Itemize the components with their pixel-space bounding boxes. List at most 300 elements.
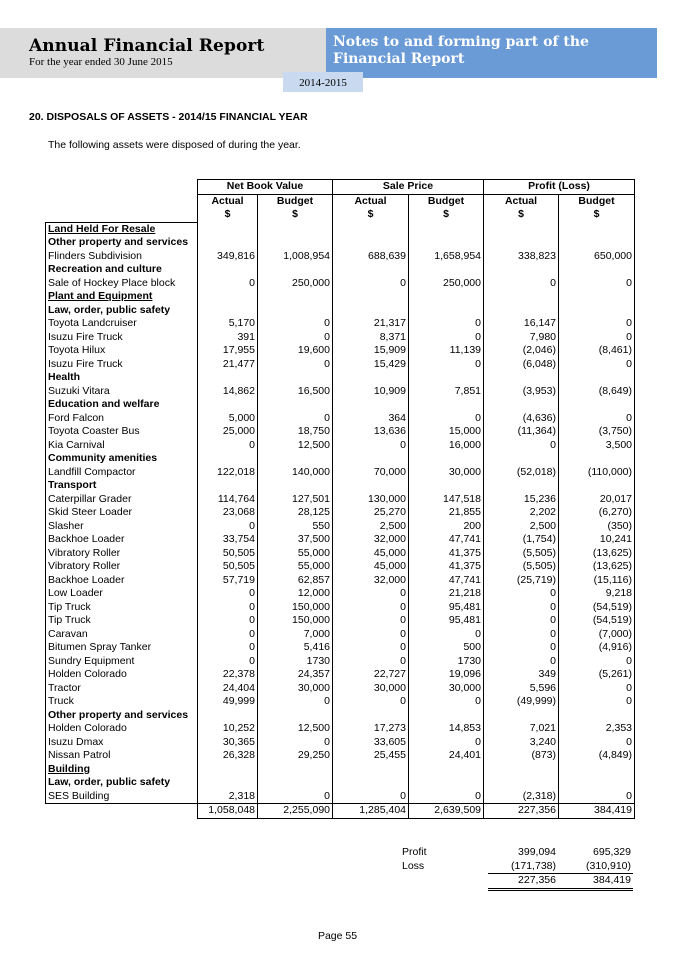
row-label: Law, order, public safety — [46, 776, 198, 790]
value-cell: 0 — [484, 587, 559, 601]
value-cell: 0 — [258, 358, 333, 372]
value-cell — [258, 290, 333, 304]
value-cell — [333, 763, 409, 777]
value-cell: 32,000 — [333, 533, 409, 547]
value-cell: 550 — [258, 520, 333, 534]
unit-header-row — [46, 208, 635, 222]
value-cell: 127,501 — [258, 493, 333, 507]
value-cell: (4,636) — [484, 412, 559, 426]
table-row — [46, 749, 635, 763]
value-cell: 19,600 — [258, 344, 333, 358]
summary-actual: 399,094 — [518, 846, 556, 858]
row-label: Sale of Hockey Place block — [46, 277, 198, 291]
sub-header: Actual — [484, 194, 559, 208]
value-cell: (6,048) — [484, 358, 559, 372]
value-cell — [198, 263, 258, 277]
value-cell: (3,750) — [559, 425, 635, 439]
row-label: Holden Colorado — [46, 668, 198, 682]
row-label: Backhoe Loader — [46, 574, 198, 588]
row-label: SES Building — [46, 790, 198, 804]
value-cell: 130,000 — [333, 493, 409, 507]
value-cell: 15,429 — [333, 358, 409, 372]
row-label: Caterpillar Grader — [46, 493, 198, 507]
value-cell: 23,068 — [198, 506, 258, 520]
table-row — [46, 277, 635, 291]
table-row — [46, 736, 635, 750]
value-cell — [258, 263, 333, 277]
sub-header: Budget — [409, 194, 484, 208]
row-label: Toyota Coaster Bus — [46, 425, 198, 439]
group-header-row — [46, 180, 635, 195]
value-cell — [484, 398, 559, 412]
value-cell: 0 — [409, 317, 484, 331]
unit-header: $ — [258, 208, 333, 222]
sub-header-row — [46, 194, 635, 208]
value-cell: 16,500 — [258, 385, 333, 399]
table-row — [46, 344, 635, 358]
table-row — [46, 520, 635, 534]
value-cell: (1,754) — [484, 533, 559, 547]
value-cell: 14,862 — [198, 385, 258, 399]
row-label: Transport — [46, 479, 198, 493]
value-cell — [333, 398, 409, 412]
value-cell — [333, 222, 409, 236]
value-cell — [559, 709, 635, 723]
value-cell: (8,461) — [559, 344, 635, 358]
value-cell: 5,170 — [198, 317, 258, 331]
value-cell: 47,741 — [409, 574, 484, 588]
value-cell: 0 — [409, 695, 484, 709]
total-cell: 2,639,509 — [409, 804, 484, 819]
value-cell: 0 — [198, 587, 258, 601]
table-row — [46, 682, 635, 696]
group-row — [46, 452, 635, 466]
value-cell — [559, 479, 635, 493]
value-cell: 0 — [559, 412, 635, 426]
value-cell: 9,218 — [559, 587, 635, 601]
totals-row — [46, 804, 635, 819]
table-row — [46, 560, 635, 574]
value-cell: (2,046) — [484, 344, 559, 358]
value-cell: 95,481 — [409, 614, 484, 628]
value-cell: 0 — [559, 736, 635, 750]
row-label: Toyota Landcruiser — [46, 317, 198, 331]
row-label: Landfill Compactor — [46, 466, 198, 480]
value-cell — [258, 452, 333, 466]
value-cell: 25,270 — [333, 506, 409, 520]
value-cell: 0 — [198, 641, 258, 655]
table-row — [46, 412, 635, 426]
unit-header: $ — [484, 208, 559, 222]
value-cell: 7,851 — [409, 385, 484, 399]
value-cell — [484, 236, 559, 250]
group-row — [46, 398, 635, 412]
summary-label: Profit — [402, 846, 427, 858]
row-label: Kia Carnival — [46, 439, 198, 453]
value-cell — [484, 222, 559, 236]
value-cell: 0 — [559, 358, 635, 372]
value-cell: 33,605 — [333, 736, 409, 750]
value-cell — [559, 398, 635, 412]
value-cell: 349,816 — [198, 250, 258, 264]
group-row — [46, 709, 635, 723]
value-cell — [409, 398, 484, 412]
unit-header: $ — [198, 208, 258, 222]
value-cell — [198, 371, 258, 385]
profit-loss-summary — [400, 846, 633, 891]
row-label: Other property and services — [46, 236, 198, 250]
value-cell: 15,236 — [484, 493, 559, 507]
value-cell: 22,727 — [333, 668, 409, 682]
value-cell: 2,500 — [333, 520, 409, 534]
value-cell: 70,000 — [333, 466, 409, 480]
row-label: Land Held For Resale — [46, 222, 198, 236]
value-cell: 650,000 — [559, 250, 635, 264]
value-cell: 0 — [409, 412, 484, 426]
value-cell: 5,596 — [484, 682, 559, 696]
value-cell — [559, 290, 635, 304]
table-row — [46, 601, 635, 615]
table-row — [46, 587, 635, 601]
row-label: Flinders Subdivision — [46, 250, 198, 264]
value-cell: 17,955 — [198, 344, 258, 358]
value-cell: 55,000 — [258, 547, 333, 561]
value-cell: 0 — [198, 520, 258, 534]
year-tab: 2014-2015 — [283, 72, 363, 92]
value-cell: 26,328 — [198, 749, 258, 763]
table-row — [46, 547, 635, 561]
value-cell: 150,000 — [258, 614, 333, 628]
value-cell — [333, 452, 409, 466]
table-row — [46, 439, 635, 453]
value-cell: 57,719 — [198, 574, 258, 588]
value-cell: (873) — [484, 749, 559, 763]
value-cell: (110,000) — [559, 466, 635, 480]
value-cell: 0 — [258, 331, 333, 345]
value-cell: 22,378 — [198, 668, 258, 682]
value-cell: 0 — [198, 628, 258, 642]
sub-header: Actual — [333, 194, 409, 208]
value-cell: 7,021 — [484, 722, 559, 736]
value-cell — [333, 304, 409, 318]
value-cell: 5,000 — [198, 412, 258, 426]
row-label: Vibratory Roller — [46, 547, 198, 561]
row-label: Isuzu Dmax — [46, 736, 198, 750]
value-cell — [409, 222, 484, 236]
totals-label-cell — [46, 804, 198, 819]
row-label: Toyota Hilux — [46, 344, 198, 358]
value-cell: 0 — [198, 601, 258, 615]
value-cell: 0 — [258, 790, 333, 804]
value-cell: 30,000 — [409, 466, 484, 480]
row-label: Bitumen Spray Tanker — [46, 641, 198, 655]
value-cell: 2,500 — [484, 520, 559, 534]
row-label: Isuzu Fire Truck — [46, 358, 198, 372]
value-cell: 14,853 — [409, 722, 484, 736]
row-label: Building — [46, 763, 198, 777]
value-cell: 16,147 — [484, 317, 559, 331]
value-cell: (25,719) — [484, 574, 559, 588]
total-cell: 227,356 — [484, 804, 559, 819]
total-cell: 1,058,048 — [198, 804, 258, 819]
value-cell: 45,000 — [333, 547, 409, 561]
group-row — [46, 776, 635, 790]
value-cell — [198, 290, 258, 304]
row-label: Nissan Patrol — [46, 749, 198, 763]
row-label: Slasher — [46, 520, 198, 534]
summary-row — [400, 846, 633, 860]
value-cell: 10,241 — [559, 533, 635, 547]
value-cell: 19,096 — [409, 668, 484, 682]
value-cell: 0 — [409, 331, 484, 345]
note-heading: 20. DISPOSALS OF ASSETS - 2014/15 FINANCIAL YEAR — [29, 111, 308, 123]
category-row — [46, 222, 635, 236]
value-cell: 0 — [198, 655, 258, 669]
value-cell: 12,000 — [258, 587, 333, 601]
value-cell: 2,202 — [484, 506, 559, 520]
unit-header: $ — [409, 208, 484, 222]
value-cell — [198, 452, 258, 466]
value-cell: 8,371 — [333, 331, 409, 345]
report-title: Annual Financial Report — [29, 36, 265, 56]
value-cell: 32,000 — [333, 574, 409, 588]
value-cell: (49,999) — [484, 695, 559, 709]
value-cell — [484, 263, 559, 277]
value-cell: 0 — [333, 655, 409, 669]
value-cell: (4,849) — [559, 749, 635, 763]
value-cell: (6,270) — [559, 506, 635, 520]
value-cell — [559, 371, 635, 385]
row-label: Sundry Equipment — [46, 655, 198, 669]
row-label: Tip Truck — [46, 601, 198, 615]
disposals-table — [45, 179, 635, 819]
value-cell — [198, 479, 258, 493]
value-cell: 24,357 — [258, 668, 333, 682]
value-cell: 0 — [333, 439, 409, 453]
row-label: Plant and Equipment — [46, 290, 198, 304]
value-cell: 24,404 — [198, 682, 258, 696]
summary-actual: (171,738) — [511, 859, 556, 872]
value-cell — [198, 776, 258, 790]
value-cell: 55,000 — [258, 560, 333, 574]
table-row — [46, 250, 635, 264]
value-cell — [198, 763, 258, 777]
group-row — [46, 304, 635, 318]
value-cell: 7,980 — [484, 331, 559, 345]
note-intro: The following assets were disposed of during the year. — [48, 139, 301, 151]
value-cell — [258, 479, 333, 493]
value-cell: 0 — [484, 614, 559, 628]
value-cell: 1730 — [258, 655, 333, 669]
value-cell: 0 — [559, 655, 635, 669]
value-cell — [484, 479, 559, 493]
value-cell: 200 — [409, 520, 484, 534]
row-label: Isuzu Fire Truck — [46, 331, 198, 345]
sub-header: Budget — [559, 194, 635, 208]
group-row — [46, 371, 635, 385]
category-row — [46, 763, 635, 777]
value-cell: (5,505) — [484, 560, 559, 574]
value-cell — [484, 452, 559, 466]
value-cell — [258, 398, 333, 412]
value-cell — [559, 452, 635, 466]
summary-budget: (310,910) — [586, 859, 631, 872]
row-label: Other property and services — [46, 709, 198, 723]
table-row — [46, 506, 635, 520]
value-cell: 0 — [198, 614, 258, 628]
value-cell: 13,636 — [333, 425, 409, 439]
value-cell: 25,455 — [333, 749, 409, 763]
row-label: Backhoe Loader — [46, 533, 198, 547]
value-cell — [258, 222, 333, 236]
value-cell — [409, 776, 484, 790]
value-cell — [333, 776, 409, 790]
value-cell — [484, 709, 559, 723]
row-label: Skid Steer Loader — [46, 506, 198, 520]
value-cell: 0 — [484, 277, 559, 291]
table-row — [46, 655, 635, 669]
value-cell — [484, 304, 559, 318]
summary-budget: 695,329 — [593, 846, 631, 858]
value-cell — [409, 304, 484, 318]
value-cell — [409, 290, 484, 304]
value-cell — [559, 763, 635, 777]
value-cell: 250,000 — [258, 277, 333, 291]
table-row — [46, 574, 635, 588]
value-cell — [258, 371, 333, 385]
value-cell: 50,505 — [198, 547, 258, 561]
value-cell: 114,764 — [198, 493, 258, 507]
value-cell: 50,505 — [198, 560, 258, 574]
value-cell — [559, 776, 635, 790]
value-cell: 0 — [333, 601, 409, 615]
unit-header: $ — [559, 208, 635, 222]
value-cell — [559, 263, 635, 277]
value-cell: 21,855 — [409, 506, 484, 520]
value-cell: 16,000 — [409, 439, 484, 453]
row-label: Low Loader — [46, 587, 198, 601]
value-cell: 30,000 — [409, 682, 484, 696]
value-cell: 0 — [333, 614, 409, 628]
value-cell: 30,000 — [333, 682, 409, 696]
value-cell: 33,754 — [198, 533, 258, 547]
value-cell: 15,000 — [409, 425, 484, 439]
row-label: Tip Truck — [46, 614, 198, 628]
value-cell: 11,139 — [409, 344, 484, 358]
group-row — [46, 479, 635, 493]
value-cell: 10,252 — [198, 722, 258, 736]
value-cell: 17,273 — [333, 722, 409, 736]
row-label: Health — [46, 371, 198, 385]
value-cell: 150,000 — [258, 601, 333, 615]
value-cell: 0 — [198, 439, 258, 453]
value-cell: 15,909 — [333, 344, 409, 358]
table-row — [46, 695, 635, 709]
unit-header: $ — [333, 208, 409, 222]
value-cell: 0 — [559, 695, 635, 709]
sub-header: Actual — [198, 194, 258, 208]
value-cell — [409, 479, 484, 493]
table-row — [46, 722, 635, 736]
row-label: Vibratory Roller — [46, 560, 198, 574]
value-cell: 0 — [559, 317, 635, 331]
value-cell: 12,500 — [258, 439, 333, 453]
value-cell — [258, 709, 333, 723]
table-row — [46, 425, 635, 439]
value-cell: (5,261) — [559, 668, 635, 682]
sub-header: Budget — [258, 194, 333, 208]
value-cell: (13,625) — [559, 547, 635, 561]
table-row — [46, 614, 635, 628]
value-cell: 338,823 — [484, 250, 559, 264]
header-net-book-value: Net Book Value — [198, 180, 333, 195]
value-cell: 95,481 — [409, 601, 484, 615]
row-label: Tractor — [46, 682, 198, 696]
value-cell: 41,375 — [409, 560, 484, 574]
value-cell — [409, 709, 484, 723]
value-cell: 0 — [409, 736, 484, 750]
value-cell: 0 — [258, 317, 333, 331]
table-row — [46, 385, 635, 399]
value-cell — [409, 452, 484, 466]
value-cell: (7,000) — [559, 628, 635, 642]
value-cell: 0 — [559, 331, 635, 345]
table-row — [46, 641, 635, 655]
value-cell: 349 — [484, 668, 559, 682]
value-cell — [258, 763, 333, 777]
total-cell: 384,419 — [559, 804, 635, 819]
value-cell: 20,017 — [559, 493, 635, 507]
value-cell — [409, 371, 484, 385]
value-cell — [333, 236, 409, 250]
value-cell: 0 — [333, 641, 409, 655]
header-profit-loss: Profit (Loss) — [484, 180, 635, 195]
table-row — [46, 628, 635, 642]
value-cell — [258, 304, 333, 318]
value-cell — [409, 763, 484, 777]
value-cell: 0 — [198, 277, 258, 291]
value-cell: 12,500 — [258, 722, 333, 736]
value-cell — [333, 371, 409, 385]
table-row — [46, 331, 635, 345]
header-sale-price: Sale Price — [333, 180, 484, 195]
value-cell: 30,365 — [198, 736, 258, 750]
row-label: Holden Colorado — [46, 722, 198, 736]
value-cell: 45,000 — [333, 560, 409, 574]
value-cell — [484, 290, 559, 304]
value-cell: 0 — [258, 412, 333, 426]
row-label: Law, order, public safety — [46, 304, 198, 318]
value-cell: 0 — [333, 277, 409, 291]
report-subtitle: For the year ended 30 June 2015 — [29, 56, 173, 68]
value-cell: 0 — [409, 358, 484, 372]
value-cell — [559, 304, 635, 318]
value-cell: 1730 — [409, 655, 484, 669]
value-cell — [559, 222, 635, 236]
value-cell: 21,477 — [198, 358, 258, 372]
summary-total-row — [400, 874, 633, 890]
value-cell: 24,401 — [409, 749, 484, 763]
value-cell — [198, 709, 258, 723]
summary-row — [400, 860, 633, 874]
value-cell: (54,519) — [559, 614, 635, 628]
value-cell: 0 — [484, 439, 559, 453]
value-cell: 0 — [484, 655, 559, 669]
value-cell: (52,018) — [484, 466, 559, 480]
group-row — [46, 236, 635, 250]
value-cell: 28,125 — [258, 506, 333, 520]
value-cell: 2,318 — [198, 790, 258, 804]
